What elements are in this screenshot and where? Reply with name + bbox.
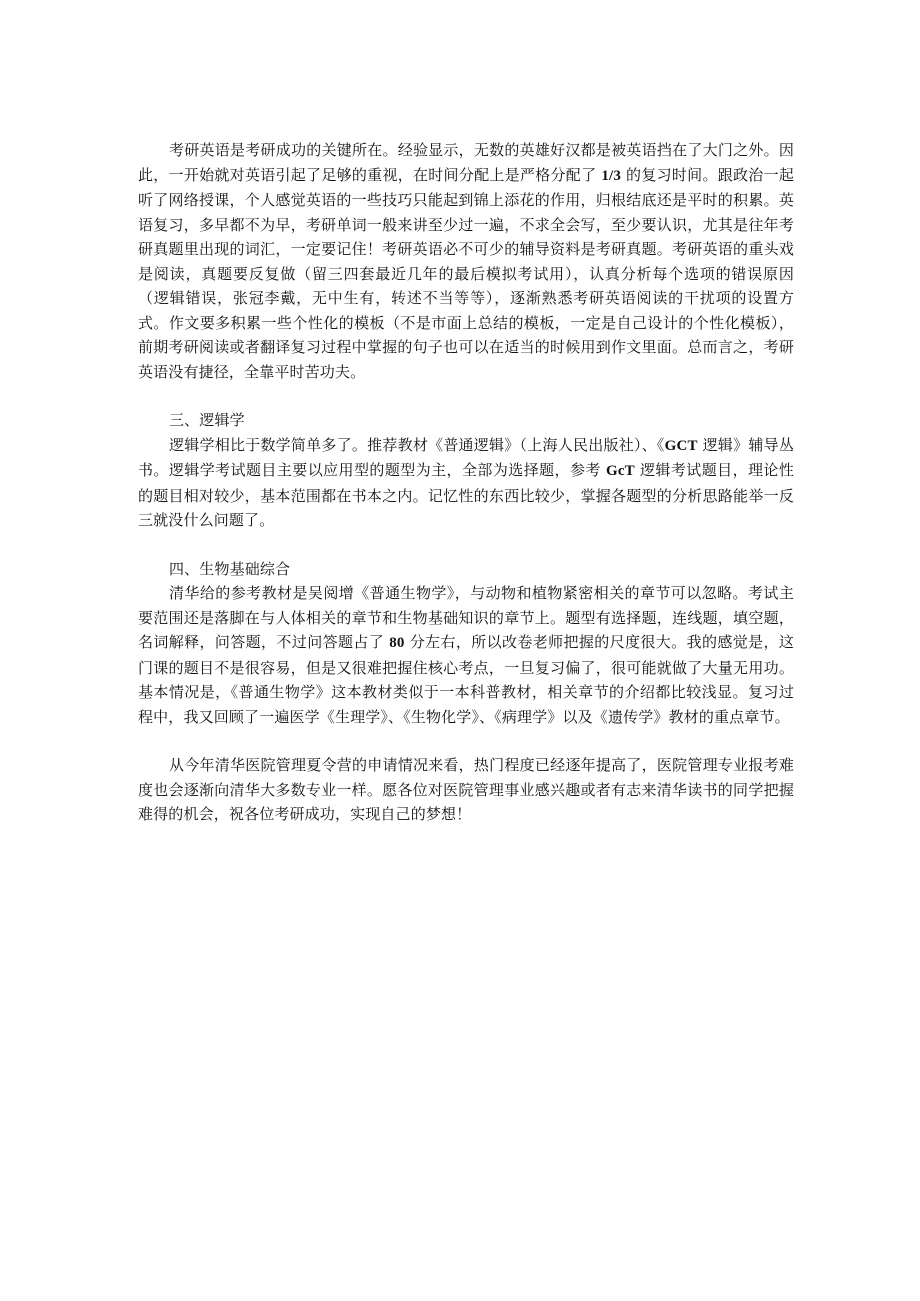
biology-paragraph: [138, 581, 794, 729]
logic-text-1: 逻辑学相比于数学简单多了。推荐教材《普通逻辑》（上海人民出版社）、《: [169, 435, 665, 454]
section-gap: [138, 729, 794, 753]
english-fraction: 1/3: [601, 167, 622, 184]
logic-heading: 三、逻辑学: [169, 411, 245, 429]
logic-text-3: 逻辑考试题目，理论性的题目相对较少，基本范围都在书本之内。记忆性的东西比较少，掌握各题型的分析思路能举一反三就没什么问题了。: [138, 461, 795, 529]
english-text-1: 考研英语是考研成功的关键所在。经验显示，无数的英雄好汉都是被英语挡在了大门之外。因此，一开始就对英语引起了足够的重视，在时间分配上是严格分配了: [138, 141, 794, 184]
logic-gct-2: GcT: [606, 463, 635, 479]
logic-gct: GCT: [664, 437, 698, 454]
section-gap: [138, 384, 794, 408]
biology-text-1: 清华给的参考教材是吴阅增《普通生物学》，与动物和植物紧密相关的章节可以忽略。考试主要范围还是落脚在与人体相关的章节和生物基础知识的章节上。题型有选择题，连线题，填空题，名词解释，问答题，不过问答题占了: [138, 584, 794, 651]
section-gap: [138, 533, 794, 557]
biology-text-2: 分左右，所以改卷老师把握的尺度很大。我的感觉是，这门课的题目不是很容易，但是又很难把握住核心考点，一旦复习偏了，很可能就做了大量无用功。基本情况是，《普通生物学》这本教材类似于一本科普教材，相关章节的介绍都比较浅显。复习过程中，我又回顾了一遍医学《生理学》、《生物化学》、《病理学》以及《遗传学》教材的重点章节。: [138, 633, 794, 726]
english-text-2: 的复习时间。跟政治一起听了网络授课，个人感觉英语的一些技巧只能起到锦上添花的作用，归根结底还是平时的积累。英语复习，多早都不为早，考研单词一般来讲至少过一遍，不求全会写，至少要认识，尤其是往年考研真题里出现的词汇，一定要记住！考研英语必不可少的辅导资料是考研真题。考研英语的重头戏是阅读，真题要反复做（留三四套最近几年的最后模拟考试用），认真分析每个选项的错误原因（逻辑错误，张冠李戴，无中生有，转述不当等等），逐渐熟悉考研英语阅读的干扰项的设置方式。作文要多积累一些个性化的模板（不是市面上总结的模板，一定是自己设计的个性化模板），前期考研阅读或者翻译复习过程中掌握的句子也可以在适当的时候用到作文里面。总而言之，考研英语没有捷径，全靠平时苦功夫。: [138, 165, 794, 381]
biology-score: 80: [389, 635, 405, 651]
biology-heading: 四、生物基础综合: [169, 559, 291, 578]
document-body: [138, 138, 794, 827]
closing-paragraph: 从今年清华医院管理夏令营的申请情况来看，热门程度已经逐年提高了，医院管理专业报考难度也会逐渐向清华大多数专业一样。愿各位对医院管理事业感兴趣或者有志来清华读书的同学把握难得的机会，祝各位考研成功，实现自己的梦想！: [138, 756, 794, 823]
logic-paragraph: [138, 433, 794, 533]
logic-text-2: 逻辑》辅导丛书。逻辑学考试题目主要以应用型的题型为主，全部为选择题，参考: [138, 435, 794, 479]
english-paragraph: [138, 138, 794, 384]
